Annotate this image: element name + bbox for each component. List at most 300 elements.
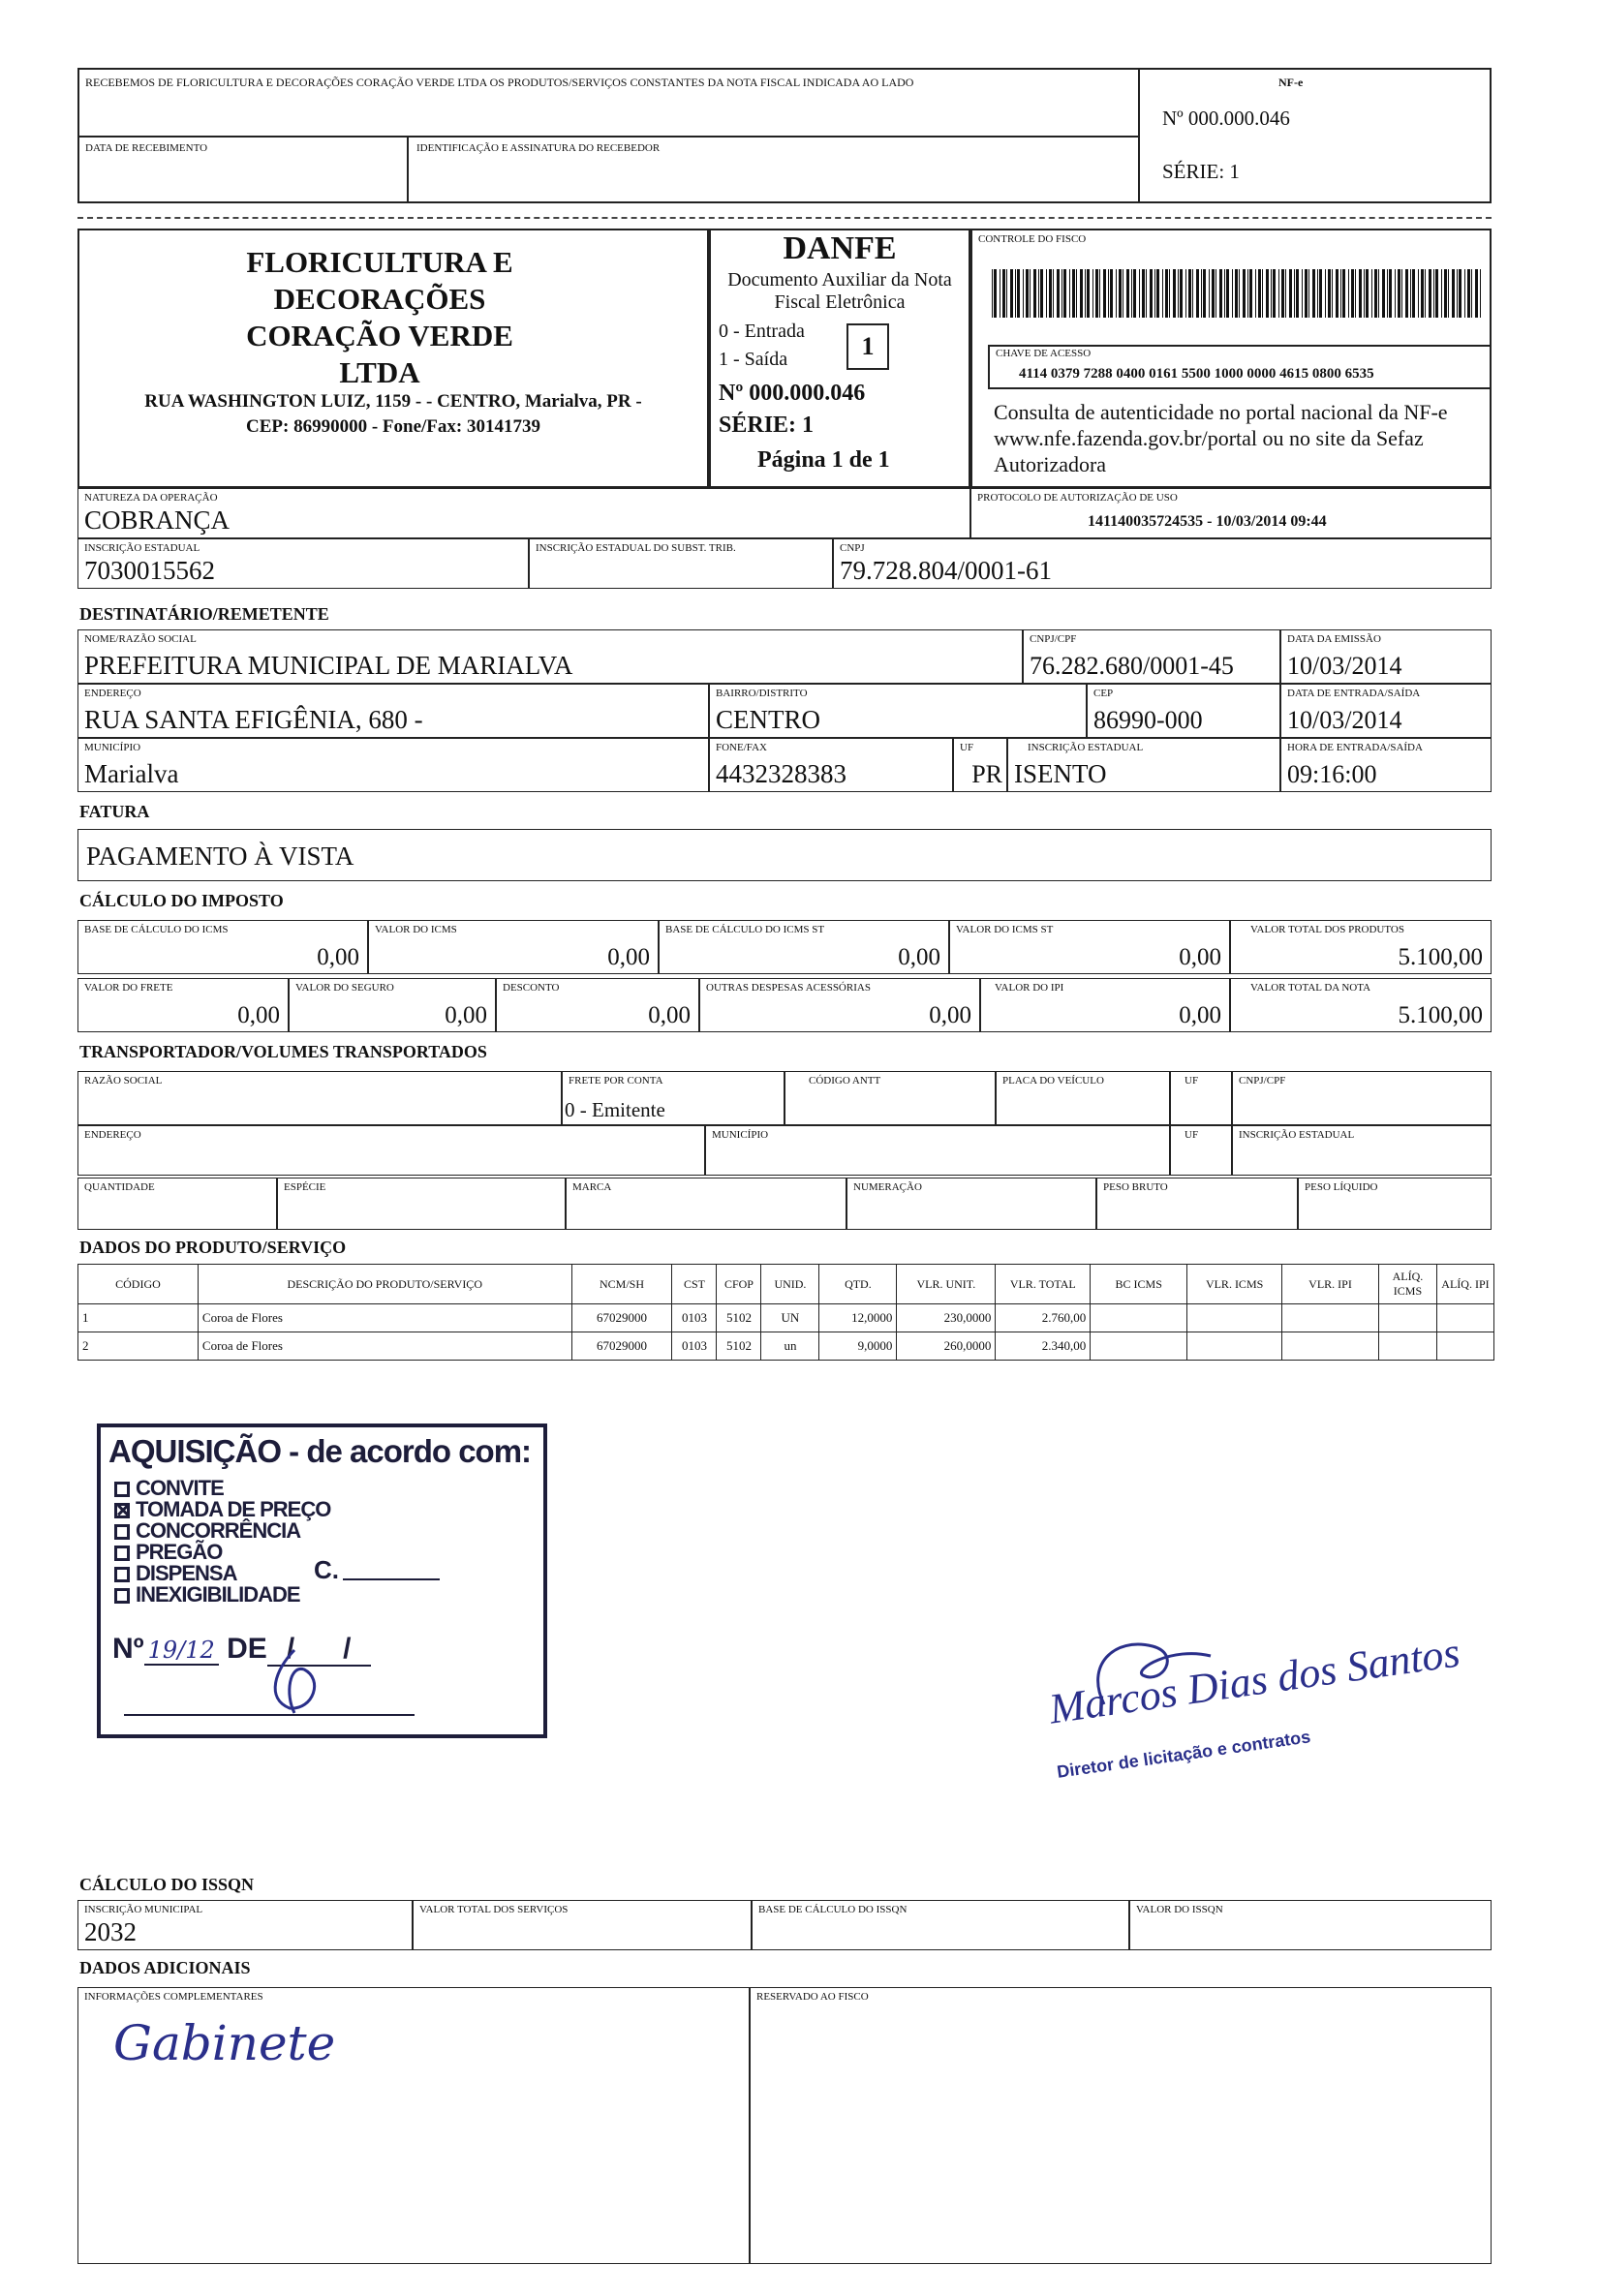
stamp-option xyxy=(114,1499,330,1520)
stamp-option-label: DISPENSA xyxy=(136,1561,237,1585)
barcode-bar xyxy=(1255,269,1256,318)
danfe-number: Nº 000.000.046 xyxy=(719,381,866,406)
barcode-bar xyxy=(1433,269,1434,318)
transport-placa-cell xyxy=(996,1071,1170,1125)
tax-cell xyxy=(699,978,980,1032)
tax-label: BASE DE CÁLCULO DO ICMS ST xyxy=(665,924,825,935)
barcode-bar xyxy=(1038,269,1039,318)
barcode-bar xyxy=(1389,269,1392,318)
danfe-series: SÉRIE: 1 xyxy=(719,413,815,438)
nature-label: NATUREZA DA OPERAÇÃO xyxy=(84,492,218,504)
ie-st-label: INSCRIÇÃO ESTADUAL DO SUBST. TRIB. xyxy=(536,542,736,554)
access-key-box xyxy=(988,345,1492,389)
barcode-bar xyxy=(1475,269,1478,318)
issuer-name: FLORICULTURA E DECORAÇÕES CORAÇÃO VERDE LTDA xyxy=(246,245,513,389)
barcode-bar xyxy=(1108,269,1109,318)
checkbox-icon xyxy=(114,1588,130,1604)
danfe-box xyxy=(709,229,970,488)
barcode-bar xyxy=(1425,269,1426,318)
barcode-bar xyxy=(1317,269,1318,318)
barcode-bar xyxy=(1046,269,1047,318)
tax-value: 0,00 xyxy=(648,1002,691,1028)
stamp-c-line xyxy=(343,1578,440,1580)
barcode-bar xyxy=(1087,269,1090,318)
barcode-bar xyxy=(1219,269,1222,318)
issqn-base-cell xyxy=(752,1900,1129,1950)
barcode-bar xyxy=(1405,269,1408,318)
transport-numeracao-label: NUMERAÇÃO xyxy=(853,1181,922,1193)
fisco-control-label: CONTROLE DO FISCO xyxy=(978,233,1087,245)
barcode-bar xyxy=(1262,269,1263,318)
cep-label: CEP xyxy=(1093,688,1114,699)
table-cell: UN xyxy=(761,1304,819,1332)
barcode-bar xyxy=(1271,269,1272,318)
receipt-nfe-label: NF-e xyxy=(1278,76,1304,89)
products-header-cell: CST xyxy=(672,1265,717,1304)
divider xyxy=(407,136,409,203)
recipient-cnpj: 76.282.680/0001-45 xyxy=(1030,652,1234,680)
barcode-bar xyxy=(1342,269,1345,318)
barcode xyxy=(992,269,1486,318)
stamp-option-label: CONVITE xyxy=(136,1476,224,1500)
products-table xyxy=(77,1264,1494,1361)
barcode-bar xyxy=(1387,269,1388,318)
table-cell: Coroa de Flores xyxy=(198,1304,571,1332)
table-cell: 260,0000 xyxy=(897,1332,996,1361)
products-header-cell: ALÍQ. IPI xyxy=(1436,1265,1493,1304)
barcode-bar xyxy=(1296,269,1299,318)
emission-label: DATA DA EMISSÃO xyxy=(1287,633,1381,645)
products-header-cell: UNID. xyxy=(761,1265,819,1304)
barcode-bar xyxy=(1359,269,1362,318)
table-cell: 12,0000 xyxy=(819,1304,897,1332)
tax-cell xyxy=(496,978,699,1032)
transport-frete-label: FRETE POR CONTA xyxy=(569,1075,663,1087)
products-header-cell: NCM/SH xyxy=(571,1265,672,1304)
district-label: BAIRRO/DISTRITO xyxy=(716,688,808,699)
barcode-bar xyxy=(1444,269,1447,318)
tax-cell xyxy=(77,978,289,1032)
barcode-bar xyxy=(1480,269,1481,318)
barcode-bar xyxy=(1116,269,1117,318)
receipt-date-label: DATA DE RECEBIMENTO xyxy=(85,142,208,154)
transport-especie-label: ESPÉCIE xyxy=(284,1181,326,1193)
transport-frete-value: 0 - Emitente xyxy=(565,1098,665,1121)
barcode-bar xyxy=(1348,269,1349,318)
table-cell: 67029000 xyxy=(571,1304,672,1332)
tax-cell xyxy=(77,920,368,974)
protocol-cell xyxy=(970,488,1492,538)
stamp-option xyxy=(114,1478,330,1499)
issqn-im-label: INSCRIÇÃO MUNICIPAL xyxy=(84,1904,203,1915)
transport-uf2-label: UF xyxy=(1185,1129,1199,1141)
entry-date-value: 10/03/2014 xyxy=(1287,706,1402,734)
barcode-bar xyxy=(1133,269,1136,318)
ie-cell xyxy=(77,538,529,589)
stamp-option-label: TOMADA DE PREÇO xyxy=(136,1497,331,1521)
transport-endereco-cell xyxy=(77,1125,705,1176)
table-cell: un xyxy=(761,1332,819,1361)
table-cell: 230,0000 xyxy=(897,1304,996,1332)
barcode-bar xyxy=(1142,269,1145,318)
barcode-bar xyxy=(1226,269,1229,318)
barcode-bar xyxy=(1467,269,1470,318)
emission-value: 10/03/2014 xyxy=(1287,652,1402,680)
tax-cell xyxy=(659,920,949,974)
barcode-bar xyxy=(1435,269,1438,318)
stamp-option xyxy=(114,1563,330,1584)
time-label: HORA DE ENTRADA/SAÍDA xyxy=(1287,742,1423,753)
barcode-bar xyxy=(1099,269,1100,318)
city-cell xyxy=(77,738,709,792)
table-cell: Coroa de Flores xyxy=(198,1332,571,1361)
barcode-bar xyxy=(1410,269,1411,318)
issuer-address-2: CEP: 86990000 - Fone/Fax: 30141739 xyxy=(246,416,540,437)
products-header-cell: VLR. UNIT. xyxy=(897,1265,996,1304)
barcode-bar xyxy=(1378,269,1379,318)
barcode-bar xyxy=(1215,269,1216,318)
transport-cnpj-label: CNPJ/CPF xyxy=(1239,1075,1286,1087)
products-header-cell: VLR. TOTAL xyxy=(996,1265,1091,1304)
barcode-bar xyxy=(1196,269,1199,318)
barcode-bar xyxy=(1289,269,1292,318)
invoice-text: PAGAMENTO À VISTA xyxy=(86,842,354,871)
ie-label: INSCRIÇÃO ESTADUAL xyxy=(84,542,200,554)
barcode-bar xyxy=(1076,269,1077,318)
barcode-bar xyxy=(1452,269,1455,318)
barcode-bar xyxy=(1209,269,1210,318)
issuer-address-1: RUA WASHINGTON LUIZ, 1159 - - CENTRO, Marialva, PR - xyxy=(144,391,642,412)
recipient-section-title: DESTINATÁRIO/REMETENTE xyxy=(79,604,329,624)
table-cell xyxy=(1091,1332,1187,1361)
tax-value: 5.100,00 xyxy=(1398,1002,1483,1028)
barcode-bar xyxy=(1185,269,1186,318)
recipient-ie-label: INSCRIÇÃO ESTADUAL xyxy=(1028,742,1144,753)
barcode-bar xyxy=(1092,269,1093,318)
receipt-number: Nº 000.000.046 xyxy=(1162,107,1290,130)
tax-cell xyxy=(289,978,496,1032)
barcode-bar xyxy=(1366,269,1369,318)
barcode-bar xyxy=(1355,269,1356,318)
barcode-bar xyxy=(1192,269,1193,318)
table-row xyxy=(78,1332,1494,1361)
uf-label: UF xyxy=(960,742,974,753)
barcode-bar xyxy=(1131,269,1132,318)
stamp-option-label: PREGÃO xyxy=(136,1540,223,1564)
stamp-options xyxy=(114,1478,330,1606)
barcode-bar xyxy=(1063,269,1066,318)
barcode-bar xyxy=(1285,269,1286,318)
barcode-bar xyxy=(1162,269,1163,318)
transport-frete-cell xyxy=(562,1071,785,1125)
transport-peso-bruto-label: PESO BRUTO xyxy=(1103,1181,1168,1193)
issqn-valor-cell xyxy=(1129,1900,1492,1950)
address-value: RUA SANTA EFIGÊNIA, 680 - xyxy=(84,705,423,734)
barcode-bar xyxy=(1319,269,1322,318)
barcode-bar xyxy=(1188,269,1191,318)
signature-name: Marcos Dias dos Santos xyxy=(1046,1628,1463,1733)
barcode-bar xyxy=(1312,269,1315,318)
barcode-bar xyxy=(1015,269,1016,318)
checkbox-icon xyxy=(114,1546,130,1561)
barcode-bar xyxy=(1239,269,1240,318)
uf-cell xyxy=(953,738,1007,792)
transport-especie-cell xyxy=(277,1178,566,1230)
signature-role: Diretor de licitação e contratos xyxy=(1056,1727,1312,1782)
barcode-bar xyxy=(1371,269,1372,318)
barcode-bar xyxy=(1243,269,1246,318)
access-key-label: CHAVE DE ACESSO xyxy=(996,348,1092,359)
barcode-bar xyxy=(1026,269,1029,318)
tax-value: 0,00 xyxy=(237,1002,280,1028)
additional-handwritten: Gabinete xyxy=(113,2015,336,2071)
invoice-cell xyxy=(77,829,1492,881)
stamp-date-sep: / / xyxy=(267,1633,371,1667)
issqn-valor-label: VALOR DO ISSQN xyxy=(1136,1904,1223,1915)
tax-cell xyxy=(949,920,1230,974)
transport-ie-label: INSCRIÇÃO ESTADUAL xyxy=(1239,1129,1355,1141)
barcode-bar xyxy=(1249,269,1252,318)
barcode-bar xyxy=(1154,269,1155,318)
address-cell xyxy=(77,684,709,738)
tax-value: 0,00 xyxy=(1179,1002,1221,1028)
barcode-bar xyxy=(1247,269,1248,318)
reserved-cell xyxy=(750,1987,1492,2264)
products-header-cell: DESCRIÇÃO DO PRODUTO/SERVIÇO xyxy=(198,1265,571,1304)
barcode-bar xyxy=(1412,269,1415,318)
barcode-bar xyxy=(1072,269,1075,318)
table-cell: 1 xyxy=(78,1304,199,1332)
barcode-bar xyxy=(1180,269,1183,318)
barcode-bar xyxy=(1305,269,1308,318)
stamp-number-hand: 19/12 xyxy=(144,1637,219,1666)
danfe-subtitle: Documento Auxiliar da Nota Fiscal Eletrônica xyxy=(727,269,952,313)
barcode-bar xyxy=(1006,269,1007,318)
transport-cnpj-cell xyxy=(1232,1071,1492,1125)
emission-cell xyxy=(1280,629,1492,684)
entry-date-cell xyxy=(1280,684,1492,738)
recipient-name-cell xyxy=(77,629,1023,684)
table-row xyxy=(78,1304,1494,1332)
cnpj-cell xyxy=(833,538,1492,589)
tax-label: VALOR DO ICMS xyxy=(375,924,457,935)
table-cell xyxy=(1378,1304,1436,1332)
transport-municipio-cell xyxy=(705,1125,1170,1176)
receipt-series: SÉRIE: 1 xyxy=(1162,160,1240,183)
products-header-cell: VLR. ICMS xyxy=(1187,1265,1282,1304)
checkbox-icon xyxy=(114,1567,130,1582)
tax-value: 0,00 xyxy=(607,944,650,970)
tax-label: VALOR TOTAL DA NOTA xyxy=(1250,982,1371,994)
city-value: Marialva xyxy=(84,759,179,788)
tax-label: VALOR DO SEGURO xyxy=(295,982,394,994)
recipient-cnpj-label: CNPJ/CPF xyxy=(1030,633,1077,645)
barcode-bar xyxy=(1212,269,1215,318)
checkbox-icon xyxy=(114,1524,130,1540)
table-cell: 9,0000 xyxy=(819,1332,897,1361)
transport-razao-label: RAZÃO SOCIAL xyxy=(84,1075,163,1087)
table-cell xyxy=(1282,1332,1379,1361)
checkbox-icon xyxy=(114,1482,130,1497)
barcode-bar xyxy=(1057,269,1060,318)
tax-cell xyxy=(368,920,659,974)
danfe-page: Página 1 de 1 xyxy=(757,447,890,473)
table-cell: 2.340,00 xyxy=(996,1332,1091,1361)
recipient-name: PREFEITURA MUNICIPAL DE MARIALVA xyxy=(84,651,573,680)
ie-value: 7030015562 xyxy=(84,556,215,585)
barcode-bar xyxy=(1351,269,1354,318)
products-header-cell: VLR. IPI xyxy=(1282,1265,1379,1304)
stamp-option-label: CONCORRÊNCIA xyxy=(136,1518,301,1543)
entry-date-label: DATA DE ENTRADA/SAÍDA xyxy=(1287,688,1421,699)
danfe-entrada: 0 - Entrada xyxy=(719,321,805,342)
barcode-bar xyxy=(1080,269,1083,318)
table-cell: 2.760,00 xyxy=(996,1304,1091,1332)
barcode-bar xyxy=(1033,269,1036,318)
ie-st-cell xyxy=(529,538,833,589)
barcode-bar xyxy=(1332,269,1333,318)
fisco-control-box xyxy=(970,229,1492,488)
barcode-bar xyxy=(1232,269,1233,318)
barcode-bar xyxy=(1119,269,1122,318)
recipient-cnpj-cell xyxy=(1023,629,1280,684)
barcode-bar xyxy=(1266,269,1269,318)
table-cell xyxy=(1091,1304,1187,1332)
products-header-cell: CFOP xyxy=(717,1265,761,1304)
additional-info-cell xyxy=(77,1987,750,2264)
reserved-label: RESERVADO AO FISCO xyxy=(756,1991,869,2003)
products-section-title: DADOS DO PRODUTO/SERVIÇO xyxy=(79,1238,347,1257)
table-cell: 0103 xyxy=(672,1332,717,1361)
products-header-cell: BC ICMS xyxy=(1091,1265,1187,1304)
barcode-bar xyxy=(1308,269,1309,318)
invoice-section-title: FATURA xyxy=(79,802,150,821)
barcode-bar xyxy=(1471,269,1472,318)
receipt-statement: RECEBEMOS DE FLORICULTURA E DECORAÇÕES CORAÇÃO VERDE LTDA OS PRODUTOS/SERVIÇOS CONSTANTES DA NOTA FISCAL INDICADA AO LADO xyxy=(85,76,914,89)
issuer-box xyxy=(77,229,709,488)
transport-uf-cell xyxy=(1170,1071,1232,1125)
table-cell: 5102 xyxy=(717,1304,761,1332)
nature-value: COBRANÇA xyxy=(84,505,231,535)
transport-antt-cell xyxy=(785,1071,996,1125)
phone-label: FONE/FAX xyxy=(716,742,767,753)
transport-qtd-label: QUANTIDADE xyxy=(84,1181,155,1193)
danfe-type: 1 xyxy=(846,323,889,370)
transport-razao-cell xyxy=(77,1071,562,1125)
products-header-cell: CÓDIGO xyxy=(78,1265,199,1304)
barcode-bar xyxy=(992,269,993,318)
barcode-bar xyxy=(1364,269,1365,318)
transport-marca-cell xyxy=(566,1178,846,1230)
barcode-bar xyxy=(1258,269,1261,318)
barcode-bar xyxy=(1395,269,1396,318)
nature-cell xyxy=(77,488,970,538)
tax-label: DESCONTO xyxy=(503,982,560,994)
barcode-bar xyxy=(1150,269,1153,318)
barcode-bar xyxy=(1178,269,1179,318)
table-cell xyxy=(1436,1304,1493,1332)
barcode-bar xyxy=(1053,269,1054,318)
barcode-bar xyxy=(1224,269,1225,318)
tax-section-title: CÁLCULO DO IMPOSTO xyxy=(79,891,284,910)
barcode-bar xyxy=(1040,269,1043,318)
address-label: ENDEREÇO xyxy=(84,688,141,699)
tax-cell xyxy=(980,978,1230,1032)
table-cell: 67029000 xyxy=(571,1332,672,1361)
tax-label: VALOR TOTAL DOS PRODUTOS xyxy=(1250,924,1404,935)
cnpj-label: CNPJ xyxy=(840,542,865,554)
dashed-cut-line xyxy=(77,217,1492,219)
issqn-total-cell xyxy=(413,1900,752,1950)
barcode-bar xyxy=(994,269,997,318)
barcode-bar xyxy=(1340,269,1341,318)
barcode-bar xyxy=(1281,269,1284,318)
transport-endereco-label: ENDEREÇO xyxy=(84,1129,141,1141)
stamp-title: AQUISIÇÃO - de acordo com: xyxy=(108,1433,532,1469)
barcode-bar xyxy=(1023,269,1024,318)
barcode-bar xyxy=(1401,269,1402,318)
barcode-bar xyxy=(1017,269,1020,318)
stamp-c-label: C. xyxy=(314,1555,339,1584)
stamp-option xyxy=(114,1542,330,1563)
barcode-bar xyxy=(1146,269,1147,318)
barcode-bar xyxy=(1398,269,1400,318)
tax-value: 0,00 xyxy=(317,944,359,970)
table-cell xyxy=(1187,1332,1282,1361)
barcode-bar xyxy=(1126,269,1129,318)
access-key: 4114 0379 7288 0400 0161 5500 1000 0000 4615 0800 6535 xyxy=(1019,366,1374,382)
divider xyxy=(1138,68,1140,203)
products-header-cell: QTD. xyxy=(819,1265,897,1304)
stamp-option xyxy=(114,1520,330,1542)
barcode-bar xyxy=(1273,269,1276,318)
barcode-bar xyxy=(1448,269,1449,318)
transport-ie-cell xyxy=(1232,1125,1492,1176)
barcode-bar xyxy=(1418,269,1419,318)
transport-uf2-cell xyxy=(1170,1125,1232,1176)
stamp-number-prefix: Nº xyxy=(112,1633,144,1665)
checked-box-icon xyxy=(114,1503,130,1518)
barcode-bar xyxy=(1139,269,1140,318)
transport-placa-label: PLACA DO VEÍCULO xyxy=(1002,1075,1104,1087)
barcode-bar xyxy=(1085,269,1086,318)
issqn-im-cell xyxy=(77,1900,413,1950)
barcode-bar xyxy=(1103,269,1106,318)
recipient-ie-cell xyxy=(1007,738,1280,792)
transport-uf-label: UF xyxy=(1185,1075,1199,1087)
acquisition-stamp xyxy=(97,1424,547,1738)
additional-info-label: INFORMAÇÕES COMPLEMENTARES xyxy=(84,1991,263,2003)
tax-label: BASE DE CÁLCULO DO ICMS xyxy=(84,924,229,935)
time-value: 09:16:00 xyxy=(1287,760,1377,788)
tax-value: 0,00 xyxy=(445,1002,487,1028)
tax-cell xyxy=(1230,978,1492,1032)
tax-label: VALOR DO IPI xyxy=(995,982,1064,994)
transport-qtd-cell xyxy=(77,1178,277,1230)
barcode-bar xyxy=(1002,269,1005,318)
protocol-label: PROTOCOLO DE AUTORIZAÇÃO DE USO xyxy=(977,492,1178,504)
transport-peso-liquido-cell xyxy=(1298,1178,1492,1230)
tax-value: 0,00 xyxy=(1179,944,1221,970)
time-cell xyxy=(1280,738,1492,792)
tax-value: 5.100,00 xyxy=(1398,944,1483,970)
stamp-option-label: INEXIGIBILIDADE xyxy=(136,1582,300,1607)
barcode-bar xyxy=(1464,269,1465,318)
city-label: MUNICÍPIO xyxy=(84,742,141,753)
stamp-option xyxy=(114,1584,330,1606)
issqn-base-label: BASE DE CÁLCULO DO ISSQN xyxy=(758,1904,908,1915)
barcode-bar xyxy=(1069,269,1070,318)
